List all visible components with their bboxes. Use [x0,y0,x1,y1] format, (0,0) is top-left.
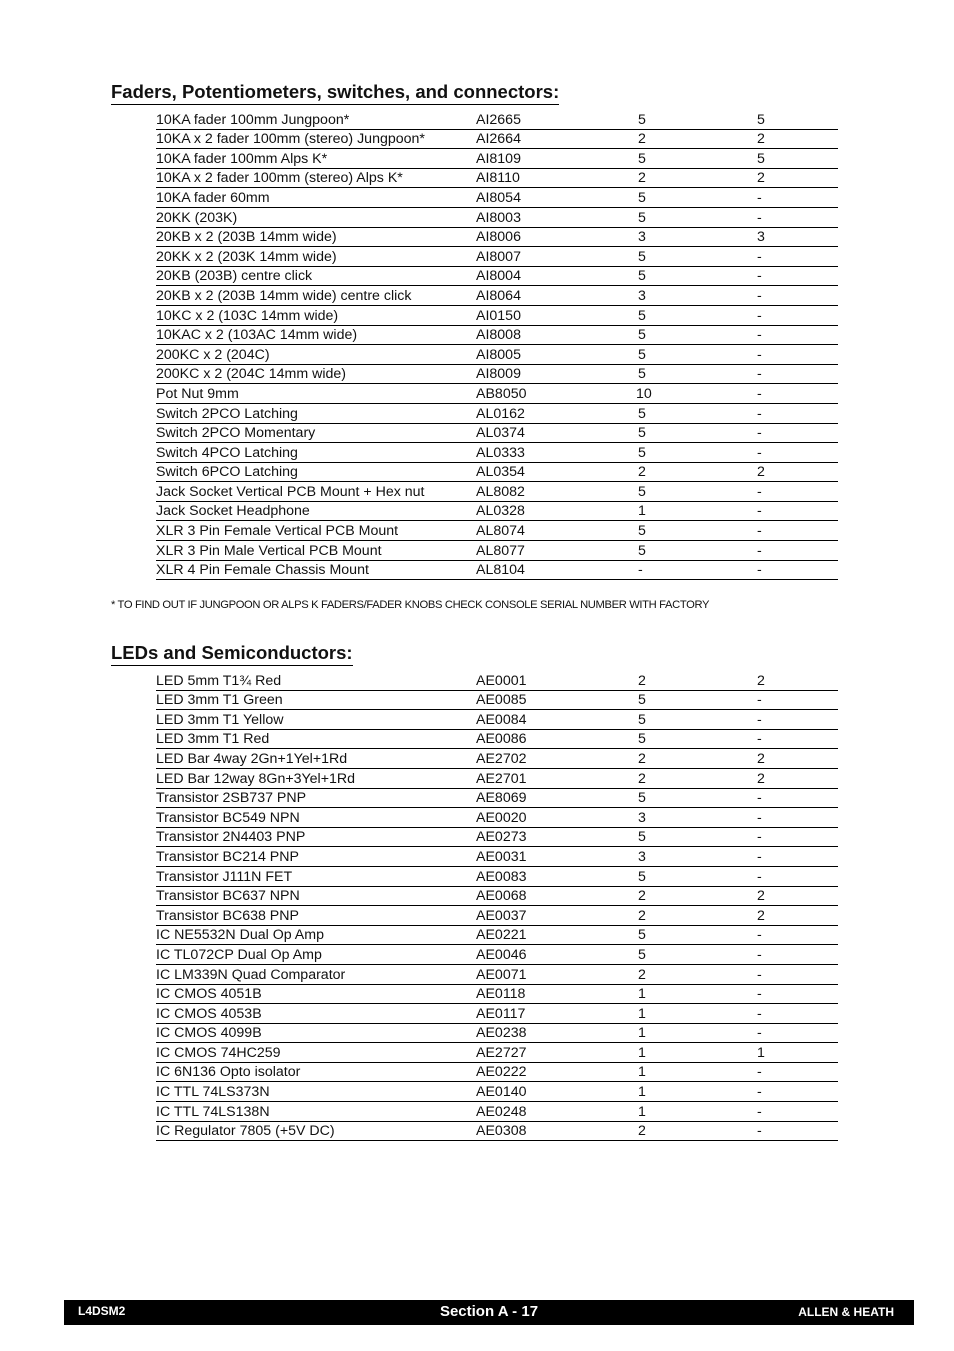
part-description: IC TTL 74LS373N [156,1082,476,1102]
qty-column-1: 5 [636,788,756,808]
qty-column-1: 5 [636,364,756,384]
part-description: 20KK (203K) [156,207,476,227]
table-row [156,560,838,580]
qty-column-2: - [756,188,838,208]
qty-column-2: - [756,1004,838,1024]
qty-column-2: - [756,305,838,325]
table-row [156,129,838,149]
qty-column-2: 2 [756,886,838,906]
part-description: IC TTL 74LS138N [156,1102,476,1122]
part-code: AI8007 [476,247,636,267]
table-row [156,149,838,169]
part-description: 200KC x 2 (204C 14mm wide) [156,364,476,384]
qty-column-2: 3 [756,227,838,247]
qty-column-1: 1 [636,1082,756,1102]
qty-column-2: - [756,266,838,286]
part-description: 20KB x 2 (203B 14mm wide) [156,227,476,247]
part-description: 10KA x 2 fader 100mm (stereo) Jungpoon* [156,129,476,149]
part-description: 10KA fader 100mm Jungpoon* [156,110,476,129]
table-row [156,443,838,463]
table-row [156,808,838,828]
table-row [156,906,838,926]
footnote: * TO FIND OUT IF JUNGPOON OR ALPS K FADERS/FADER KNOBS CHECK CONSOLE SERIAL NUMBER WITH FACTORY [111,599,710,611]
qty-column-2: - [756,560,838,580]
part-code: AL8077 [476,541,636,561]
part-description: 10KC x 2 (103C 14mm wide) [156,305,476,325]
qty-column-1: 2 [636,886,756,906]
part-code: AI8054 [476,188,636,208]
qty-column-2: - [756,1062,838,1082]
part-description: IC CMOS 4053B [156,1004,476,1024]
part-description: 10KA fader 100mm Alps K* [156,149,476,169]
part-description: Switch 4PCO Latching [156,443,476,463]
qty-column-2: - [756,207,838,227]
qty-column-1: 5 [636,345,756,365]
part-code: AE0046 [476,945,636,965]
table-row [156,423,838,443]
table-row [156,207,838,227]
table-row [156,1102,838,1122]
qty-column-2: 1 [756,1043,838,1063]
parts-table-faders [156,110,838,580]
table-row [156,1004,838,1024]
table-row [156,325,838,345]
part-code: AE0118 [476,984,636,1004]
table-row [156,541,838,561]
part-description: 200KC x 2 (204C) [156,345,476,365]
table-row [156,345,838,365]
part-description: Transistor 2N4403 PNP [156,827,476,847]
qty-column-2: - [756,423,838,443]
part-description: XLR 3 Pin Female Vertical PCB Mount [156,521,476,541]
qty-column-1: 2 [636,906,756,926]
qty-column-1: 5 [636,729,756,749]
part-code: AE2702 [476,749,636,769]
qty-column-2: - [756,847,838,867]
part-description: IC NE5532N Dual Op Amp [156,925,476,945]
part-code: AI2664 [476,129,636,149]
part-code: AE0020 [476,808,636,828]
table-row [156,1121,838,1141]
part-code: AI8064 [476,286,636,306]
qty-column-1: 3 [636,847,756,867]
qty-column-1: 5 [636,827,756,847]
table-row [156,1043,838,1063]
part-code: AE0037 [476,906,636,926]
qty-column-1: 5 [636,325,756,345]
part-code: AE0086 [476,729,636,749]
part-description: LED 3mm T1 Green [156,690,476,710]
qty-column-2: 5 [756,110,838,129]
qty-column-2: - [756,443,838,463]
qty-column-1: 5 [636,266,756,286]
table-row [156,521,838,541]
part-description: IC LM339N Quad Comparator [156,964,476,984]
footer-doc-code: L4DSM2 [78,1304,126,1318]
part-code: AE0001 [476,671,636,690]
part-code: AE0071 [476,964,636,984]
part-description: XLR 4 Pin Female Chassis Mount [156,560,476,580]
part-description: LED 3mm T1 Yellow [156,710,476,730]
qty-column-1: 1 [636,1043,756,1063]
page-footer [64,1300,914,1325]
table-row [156,364,838,384]
table-row [156,384,838,404]
qty-column-1: 5 [636,710,756,730]
qty-column-2: - [756,364,838,384]
part-code: AL8074 [476,521,636,541]
table-row [156,671,838,690]
part-description: Jack Socket Vertical PCB Mount + Hex nut [156,482,476,502]
qty-column-1: 2 [636,168,756,188]
qty-column-1: 3 [636,808,756,828]
table-row [156,964,838,984]
qty-column-1: 3 [636,286,756,306]
part-description: 20KK x 2 (203K 14mm wide) [156,247,476,267]
qty-column-2: - [756,345,838,365]
table-row [156,227,838,247]
table-row [156,788,838,808]
part-code: AI8009 [476,364,636,384]
part-description: 20KB x 2 (203B 14mm wide) centre click [156,286,476,306]
qty-column-2: - [756,827,838,847]
part-code: AE0084 [476,710,636,730]
qty-column-1: 5 [636,188,756,208]
qty-column-2: - [756,1023,838,1043]
part-code: AI8110 [476,168,636,188]
part-code: AE0068 [476,886,636,906]
part-description: Transistor BC637 NPN [156,886,476,906]
qty-column-2: - [756,325,838,345]
qty-column-1: 1 [636,1023,756,1043]
qty-column-1: 5 [636,866,756,886]
part-description: IC TL072CP Dual Op Amp [156,945,476,965]
parts-table-leds [156,671,838,1141]
qty-column-2: 2 [756,768,838,788]
table-row [156,925,838,945]
qty-column-1: 5 [636,541,756,561]
part-description: LED 3mm T1 Red [156,729,476,749]
table-row [156,247,838,267]
qty-column-1: 1 [636,501,756,521]
qty-column-2: - [756,482,838,502]
qty-column-1: 5 [636,925,756,945]
part-code: AL0162 [476,403,636,423]
part-code: AI0150 [476,305,636,325]
qty-column-1: 2 [636,671,756,690]
part-description: Switch 2PCO Latching [156,403,476,423]
qty-column-1: 5 [636,207,756,227]
table-row [156,501,838,521]
table-row [156,1062,838,1082]
part-code: AE2701 [476,768,636,788]
qty-column-1: 1 [636,984,756,1004]
part-code: AE0031 [476,847,636,867]
part-code: AL0354 [476,462,636,482]
qty-column-2: - [756,521,838,541]
qty-column-2: - [756,945,838,965]
table-row [156,1082,838,1102]
footer-brand: ALLEN & HEATH [798,1305,894,1319]
qty-column-1: 5 [636,149,756,169]
part-code: AL8104 [476,560,636,580]
part-code: AI8005 [476,345,636,365]
qty-column-1: 2 [636,964,756,984]
part-code: AE2727 [476,1043,636,1063]
part-description: 10KA fader 60mm [156,188,476,208]
section-title-faders: Faders, Potentiometers, switches, and connectors: [111,81,559,105]
qty-column-1: 5 [636,403,756,423]
section-title-leds: LEDs and Semiconductors: [111,642,353,666]
qty-column-2: - [756,1102,838,1122]
part-description: Transistor J111N FET [156,866,476,886]
qty-column-2: 2 [756,671,838,690]
qty-column-2: 2 [756,462,838,482]
part-code: AI2665 [476,110,636,129]
qty-column-1: 2 [636,129,756,149]
table-row [156,462,838,482]
part-code: AL0374 [476,423,636,443]
table-row [156,866,838,886]
qty-column-2: - [756,808,838,828]
qty-column-2: - [756,541,838,561]
part-code: AE0140 [476,1082,636,1102]
table-row [156,984,838,1004]
part-description: Switch 6PCO Latching [156,462,476,482]
part-code: AI8008 [476,325,636,345]
table-row [156,110,838,129]
qty-column-1: - [636,560,756,580]
qty-column-1: 10 [636,384,756,404]
part-description: IC Regulator 7805 (+5V DC) [156,1121,476,1141]
part-description: LED 5mm T1¾ Red [156,671,476,690]
part-code: AB8050 [476,384,636,404]
part-code: AE0083 [476,866,636,886]
part-code: AE0117 [476,1004,636,1024]
part-description: Transistor BC549 NPN [156,808,476,828]
part-code: AE0085 [476,690,636,710]
table-row [156,286,838,306]
qty-column-1: 5 [636,247,756,267]
part-code: AE0221 [476,925,636,945]
qty-column-2: - [756,501,838,521]
part-description: IC CMOS 4099B [156,1023,476,1043]
qty-column-1: 5 [636,482,756,502]
table-row [156,847,838,867]
part-description: 10KAC x 2 (103AC 14mm wide) [156,325,476,345]
qty-column-1: 5 [636,945,756,965]
qty-column-2: - [756,1121,838,1141]
qty-column-1: 1 [636,1102,756,1122]
part-code: AL8082 [476,482,636,502]
table-row [156,482,838,502]
qty-column-2: 5 [756,149,838,169]
part-code: AE0248 [476,1102,636,1122]
table-row [156,886,838,906]
part-description: LED Bar 4way 2Gn+1Yel+1Rd [156,749,476,769]
table-row [156,729,838,749]
part-code: AE8069 [476,788,636,808]
qty-column-2: - [756,403,838,423]
part-code: AL0333 [476,443,636,463]
table-row [156,749,838,769]
part-code: AI8003 [476,207,636,227]
part-description: Transistor BC638 PNP [156,906,476,926]
qty-column-1: 5 [636,110,756,129]
table-row [156,188,838,208]
qty-column-2: 2 [756,168,838,188]
qty-column-1: 3 [636,227,756,247]
qty-column-1: 2 [636,462,756,482]
part-code: AE0273 [476,827,636,847]
qty-column-1: 2 [636,749,756,769]
table-row [156,1023,838,1043]
part-description: LED Bar 12way 8Gn+3Yel+1Rd [156,768,476,788]
footer-page-number: Section A - 17 [439,1303,539,1320]
qty-column-2: - [756,710,838,730]
part-description: 20KB (203B) centre click [156,266,476,286]
part-description: IC 6N136 Opto isolator [156,1062,476,1082]
qty-column-1: 5 [636,690,756,710]
qty-column-2: - [756,964,838,984]
qty-column-2: - [756,247,838,267]
part-description: Jack Socket Headphone [156,501,476,521]
table-row [156,827,838,847]
part-code: AI8006 [476,227,636,247]
qty-column-2: - [756,1082,838,1102]
part-description: IC CMOS 4051B [156,984,476,1004]
part-description: XLR 3 Pin Male Vertical PCB Mount [156,541,476,561]
part-code: AI8109 [476,149,636,169]
part-code: AE0308 [476,1121,636,1141]
part-code: AE0238 [476,1023,636,1043]
table-row [156,403,838,423]
part-description: Transistor 2SB737 PNP [156,788,476,808]
part-description: Switch 2PCO Momentary [156,423,476,443]
table-row [156,945,838,965]
qty-column-1: 2 [636,768,756,788]
part-description: 10KA x 2 fader 100mm (stereo) Alps K* [156,168,476,188]
table-row [156,710,838,730]
part-description: Transistor BC214 PNP [156,847,476,867]
qty-column-1: 1 [636,1004,756,1024]
qty-column-1: 1 [636,1062,756,1082]
qty-column-2: - [756,384,838,404]
qty-column-2: - [756,690,838,710]
qty-column-2: - [756,866,838,886]
qty-column-1: 5 [636,305,756,325]
qty-column-1: 5 [636,521,756,541]
part-code: AL0328 [476,501,636,521]
qty-column-1: 5 [636,443,756,463]
qty-column-2: 2 [756,129,838,149]
table-row [156,266,838,286]
table-row [156,168,838,188]
qty-column-2: - [756,729,838,749]
qty-column-1: 2 [636,1121,756,1141]
qty-column-1: 5 [636,423,756,443]
part-description: Pot Nut 9mm [156,384,476,404]
part-description: IC CMOS 74HC259 [156,1043,476,1063]
qty-column-2: - [756,286,838,306]
qty-column-2: 2 [756,749,838,769]
table-row [156,768,838,788]
qty-column-2: - [756,984,838,1004]
part-code: AE0222 [476,1062,636,1082]
qty-column-2: - [756,925,838,945]
table-row [156,305,838,325]
qty-column-2: - [756,788,838,808]
qty-column-2: 2 [756,906,838,926]
part-code: AI8004 [476,266,636,286]
table-row [156,690,838,710]
